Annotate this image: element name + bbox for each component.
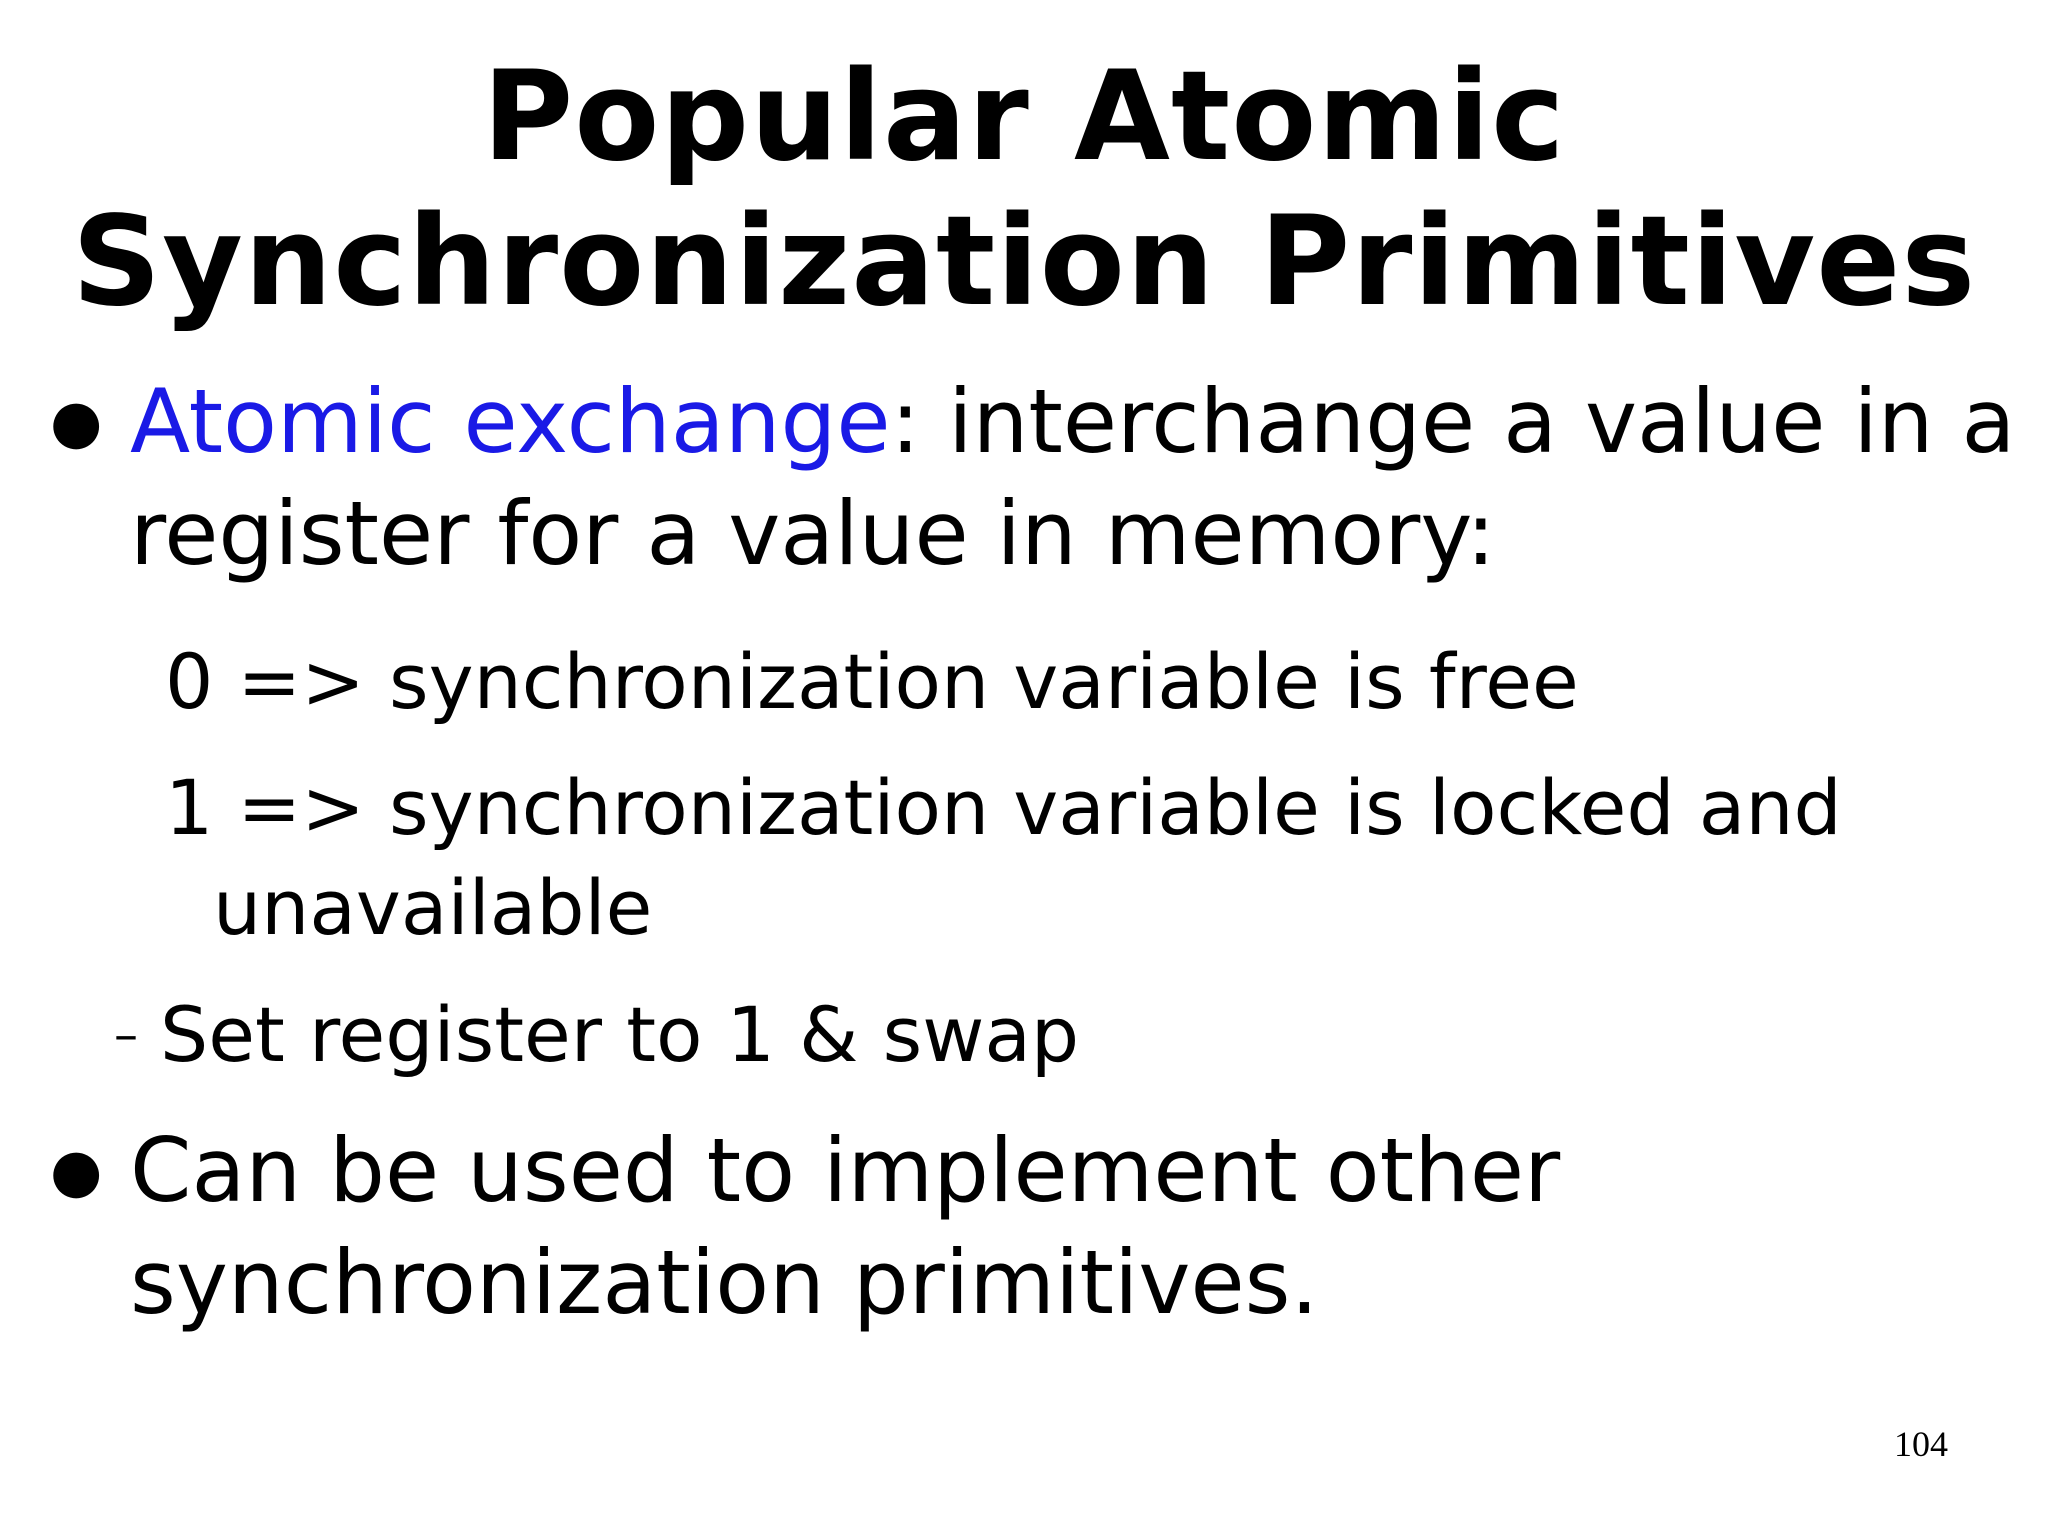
sub-item-locked-line-2: unavailable	[213, 863, 653, 952]
sub-item-free	[165, 632, 1579, 732]
bullet-atomic-exchange-rest: : interchange a value in a	[890, 370, 2016, 473]
slide-title-line-1: Popular Atomic	[482, 45, 1566, 189]
bullet-atomic-exchange-line-2: register for a value in memory:	[130, 482, 1496, 585]
bullet-atomic-exchange	[50, 366, 2016, 590]
sub-item-locked	[165, 758, 1842, 958]
bullet-other-primitives-line-1: Can be used to implement other	[130, 1119, 1561, 1222]
dash-item-set-register	[114, 985, 1080, 1085]
highlight-term: Atomic exchange	[130, 370, 891, 473]
sub-item-locked-line-1: 1 => synchronization variable is locked and	[165, 763, 1842, 852]
bullet-other-primitives	[50, 1115, 1561, 1339]
bullet-atomic-exchange-line-1	[130, 366, 2015, 478]
sub-item-free-text: 0 => synchronization variable is free	[165, 637, 1579, 726]
slide-title	[0, 45, 2048, 335]
bullet-other-primitives-line-2: synchronization primitives.	[130, 1231, 1319, 1334]
slide-title-line-2: Synchronization Primitives	[71, 190, 1977, 334]
bullet-dot-icon: ●	[50, 387, 103, 457]
bullet-dot-icon: ●	[50, 1136, 103, 1206]
dash-item-text: Set register to 1 & swap	[160, 990, 1080, 1079]
page-number: 104	[1894, 1424, 1948, 1464]
dash-icon: –	[114, 1007, 138, 1063]
